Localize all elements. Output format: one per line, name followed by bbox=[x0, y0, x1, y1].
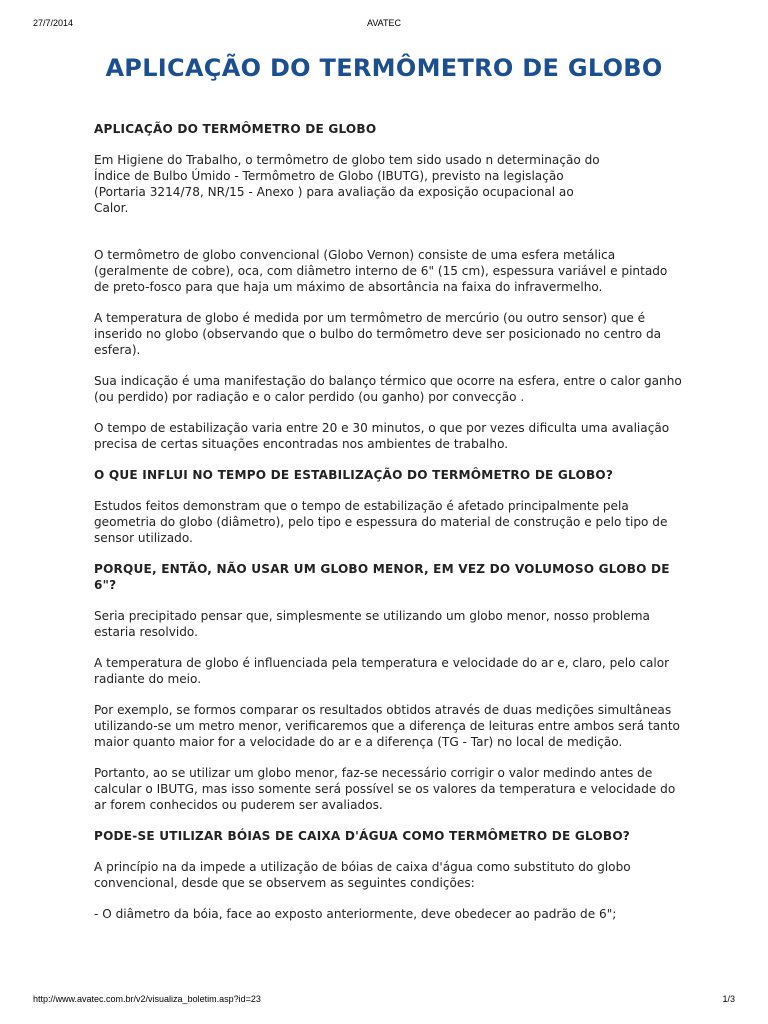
page-title: APLICAÇÃO DO TERMÔMETRO DE GLOBO bbox=[105, 54, 663, 82]
paragraph-thermal-balance: Sua indicação é uma manifestação do balanço térmico que ocorre na esfera, entre o calor ganho (ou perdido) por radiação e o calor perdido (ou ganho) por convecção . bbox=[94, 374, 682, 404]
paragraph-principle: A princípio na da impede a utilização de bóias de caixa d'água como substituto do globo convencional, desde que se observem as seguintes condições: bbox=[94, 860, 631, 890]
print-date: 27/7/2014 bbox=[33, 18, 74, 28]
section-heading-stabilization: O QUE INFLUI NO TEMPO DE ESTABILIZAÇÃO DO TERMÔMETRO DE GLOBO? bbox=[94, 468, 614, 482]
print-site-name: AVATEC bbox=[366, 18, 401, 28]
paragraph-intro: Em Higiene do Trabalho, o termômetro de globo tem sido usado n determinação do Índice de Bulbo Úmido - Termômetro de Globo (IBUTG), previsto na legislação (Portaria 3214/78, NR/15 - Anexo ) para avaliação da exposição ocupacional ao Calor. bbox=[94, 153, 600, 215]
print-footer bbox=[0, 994, 768, 1008]
print-page-number: 1/3 bbox=[722, 994, 735, 1004]
section-heading-application: APLICAÇÃO DO TERMÔMETRO DE GLOBO bbox=[94, 122, 377, 136]
paragraph-globe-temperature: A temperatura de globo é medida por um termômetro de mercúrio (ou outro sensor) que é inserido no globo (observando que o bulbo do termômetro deve ser posicionado no centro da esfera). bbox=[94, 311, 662, 357]
article-body bbox=[94, 121, 684, 937]
print-url: http://www.avatec.com.br/v2/visualiza_boletim.asp?id=23 bbox=[33, 994, 261, 1004]
paragraph-precipitated: Seria precipitado pensar que, simplesmente se utilizando um globo menor, nosso problema estaria resolvido. bbox=[94, 609, 650, 639]
paragraph-influence: A temperatura de globo é influenciada pela temperatura e velocidade do ar e, claro, pelo calor radiante do meio. bbox=[94, 656, 670, 686]
print-header bbox=[0, 18, 768, 32]
paragraph-example: Por exemplo, se formos comparar os resultados obtidos através de duas medições simultâneas utilizando-se um metro menor, verificaremos que a diferença de leituras entre ambos será tanto maior quanto maior for a velocidade do ar e a diferença (TG - Tar) no local de medição. bbox=[94, 703, 680, 749]
section-heading-smaller-globe: PORQUE, ENTÃO, NÃO USAR UM GLOBO MENOR, EM VEZ DO VOLUMOSO GLOBO DE 6"? bbox=[94, 562, 670, 592]
paragraph-condition-diameter: - O diâmetro da bóia, face ao exposto anteriormente, deve obedecer ao padrão de 6"; bbox=[94, 907, 617, 921]
paragraph-stabilization-time: O tempo de estabilização varia entre 20 e 30 minutos, o que por vezes dificulta uma avaliação precisa de certas situações encontradas nos ambientes de trabalho. bbox=[94, 421, 670, 451]
paragraph-vernon-globe: O termômetro de globo convencional (Globo Vernon) consiste de uma esfera metálica (geralmente de cobre), oca, com diâmetro interno de 6" (15 cm), espessura variável e pintado de preto-fosco para que haja um máximo de absortância na faixa do infravermelho. bbox=[94, 248, 668, 294]
paragraph-studies: Estudos feitos demonstram que o tempo de estabilização é afetado principalmente pela geometria do globo (diâmetro), pelo tipo e espessura do material de construção e pelo tipo de sensor utilizado. bbox=[94, 499, 668, 545]
paragraph-correction: Portanto, ao se utilizar um globo menor, faz-se necessário corrigir o valor medindo antes de calcular o IBUTG, mas isso somente será possível se os valores da temperatura e velocidade do ar forem conhecidos ou puderem ser avaliados. bbox=[94, 766, 676, 812]
section-heading-water-tank-float: PODE-SE UTILIZAR BÓIAS DE CAIXA D'ÁGUA COMO TERMÔMETRO DE GLOBO? bbox=[94, 829, 631, 843]
